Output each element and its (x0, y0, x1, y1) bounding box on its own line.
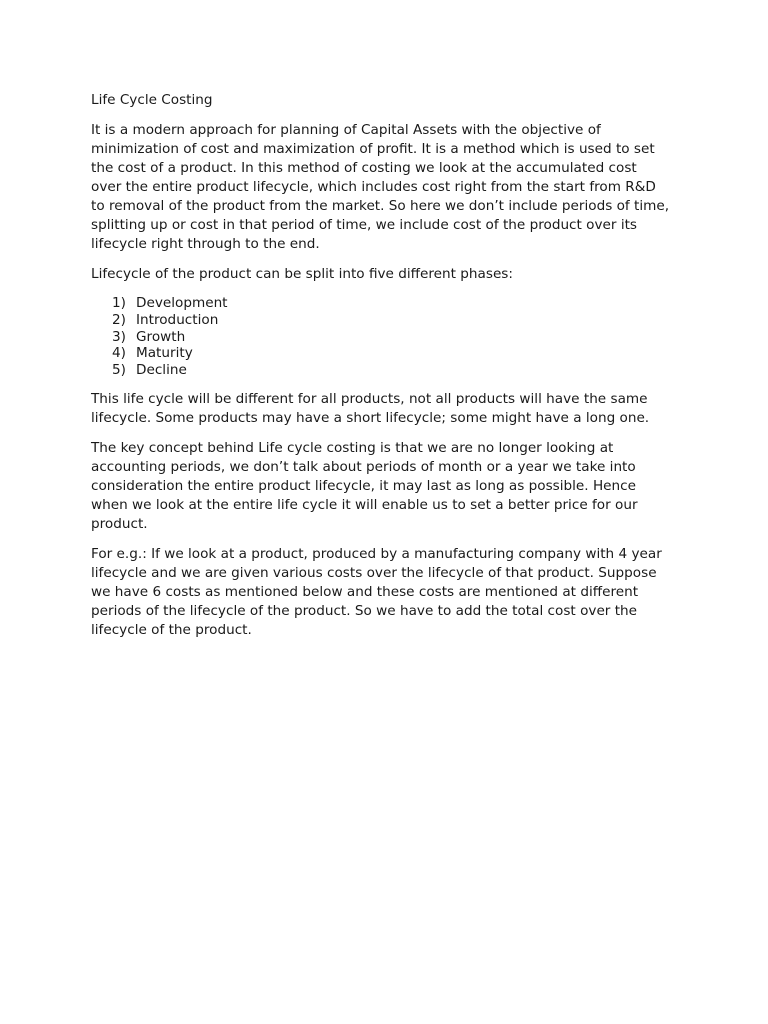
list-item (112, 329, 691, 346)
list-item-label: Decline (136, 362, 187, 379)
list-item (112, 362, 691, 379)
paragraph-lifecycle-varies: This life cycle will be different for all products, not all products will have the same lifecycle. Some products may have a short lifecycle; some might have a long one. (91, 390, 650, 426)
paragraph-key-concept: The key concept behind Life cycle costing is that we are no longer looking at accounting periods, we don’t talk about periods of month or a year we take into consideration the entire product lifecycle, it may last as long as possible. Hence when we look at the entire life cycle it will enable us to set a better price for our product. (91, 439, 638, 532)
list-item-label: Introduction (136, 311, 219, 328)
paragraph-phases-intro: Lifecycle of the product can be split into five different phases: (91, 266, 513, 282)
list-item-label: Growth (136, 328, 186, 345)
list-item-number: 4) (112, 345, 126, 362)
list-item (112, 312, 691, 329)
list-item-number: 5) (112, 362, 126, 379)
paragraph-intro: It is a modern approach for planning of Capital Assets with the objective of minimization of cost and maximization of profit. It is a method which is used to set the cost of a product. In this method of costing we look at the accumulated cost over the entire product lifecycle, which includes cost right from the start from R&D to removal of the product from the market. So here we don’t include periods of time, splitting up or cost in that period of time, we include cost of the product over its lifecycle right through to the end. (91, 122, 670, 252)
document-body (91, 91, 691, 651)
document-title: Life Cycle Costing (91, 92, 213, 108)
list-item (112, 295, 691, 312)
list-item-number: 1) (112, 295, 126, 311)
phase-list (91, 295, 691, 379)
list-item-number: 2) (112, 311, 126, 328)
list-item-label: Development (136, 295, 228, 311)
list-item (112, 345, 691, 362)
paragraph-example: For e.g.: If we look at a product, produced by a manufacturing company with 4 year lifecycle and we are given various costs over the lifecycle of that product. Suppose we have 6 costs as mentioned below and these costs are mentioned at different periods of the lifecycle of the product. So we have to add the total cost over the lifecycle of the product. (91, 545, 662, 638)
list-item-number: 3) (112, 328, 126, 345)
list-item-label: Maturity (136, 345, 193, 362)
